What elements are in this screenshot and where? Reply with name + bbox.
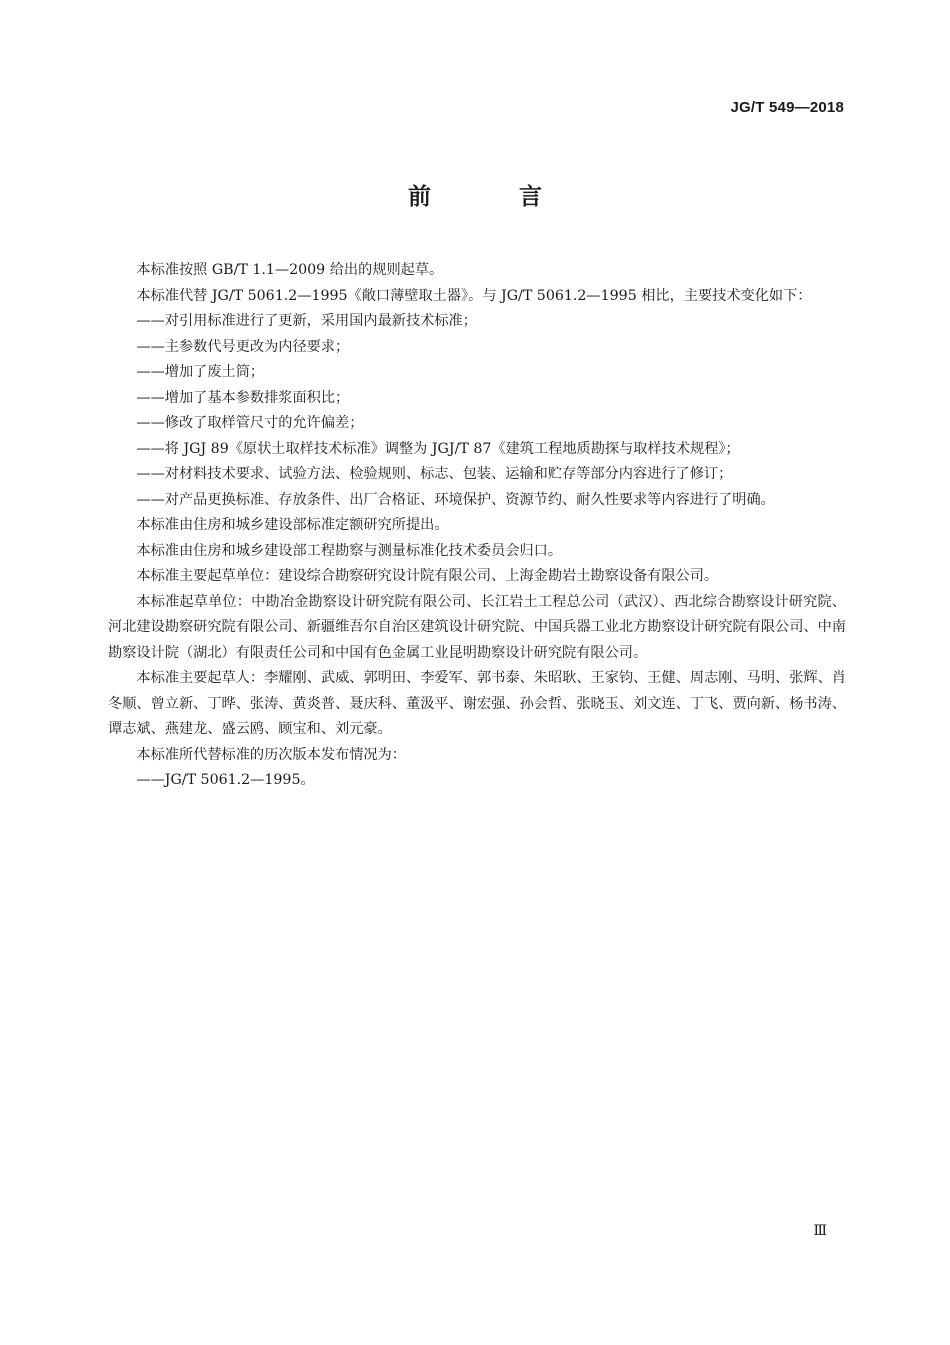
change-item: ——增加了废土筒； xyxy=(136,364,265,380)
change-item: ——修改了取样管尺寸的允许偏差； xyxy=(136,415,364,431)
paragraph-drafting-units: 本标准起草单位：中勘冶金勘察设计研究院有限公司、长江岩土工程总公司（武汉）、西北综合勘察设计研究院、河北建设勘察研究院有限公司、新疆维吾尔自治区建筑设计研究院、中国兵器工业北方勘察设计研究院有限公司、中南勘察设计院（湖北）有限责任公司和中国有色金属工业昆明勘察设计研究院有限公司。 xyxy=(108,593,846,661)
change-item: ——对引用标准进行了更新，采用国内最新技术标准； xyxy=(136,313,477,329)
paragraph-replaces: 本标准代替 JG/T 5061.2—1995《敞口薄壁取土器》。与 JG/T 5061.2—1995 相比，主要技术变化如下： xyxy=(136,287,812,304)
paragraph-proposer: 本标准由住房和城乡建设部标准定额研究所提出。 xyxy=(136,517,449,533)
change-item: ——增加了基本参数排浆面积比； xyxy=(136,389,350,406)
change-item: ——将 JGJ 89《原状土取样技术标准》调整为 JGJ/T 87《建筑工程地质勘探与取样技术规程》； xyxy=(136,440,740,457)
paragraph-drafters: 本标准主要起草人：李耀刚、武威、郭明田、李爱军、郭书泰、朱昭耿、王家钧、王健、周志刚、马明、张辉、肖冬顺、曾立新、丁晔、张涛、黄炎普、聂庆科、董汲平、谢宏强、孙会哲、张晓玉、刘文连、丁飞、贾向新、杨书涛、谭志斌、燕建龙、盛云鸥、顾宝和、刘元豪。 xyxy=(108,670,846,737)
paragraph-drafting-rules: 本标准按照 GB/T 1.1—2009 给出的规则起草。 xyxy=(136,262,444,278)
page-number: Ⅲ xyxy=(813,1223,826,1239)
change-item: ——对产品更换标准、存放条件、出厂合格证、环境保护、资源节约、耐久性要求等内容进行了明确。 xyxy=(136,491,775,508)
paragraph-history: 本标准所代替标准的历次版本发布情况为： xyxy=(136,746,406,763)
standard-code: JG/T 549—2018 xyxy=(730,99,844,116)
change-item: ——主参数代号更改为内径要求； xyxy=(136,338,350,355)
foreword-body xyxy=(108,258,846,794)
paragraph-committee: 本标准由住房和城乡建设部工程勘察与测量标准化技术委员会归口。 xyxy=(136,542,563,559)
history-item: ——JG/T 5061.2—1995。 xyxy=(136,772,315,788)
change-item: ——对材料技术要求、试验方法、检验规则、标志、包装、运输和贮存等部分内容进行了修订； xyxy=(136,466,733,482)
paragraph-main-drafting-units: 本标准主要起草单位：建设综合勘察研究设计院有限公司、上海金勘岩土勘察设备有限公司。 xyxy=(136,568,719,584)
page-title: 前 言 xyxy=(407,184,582,210)
